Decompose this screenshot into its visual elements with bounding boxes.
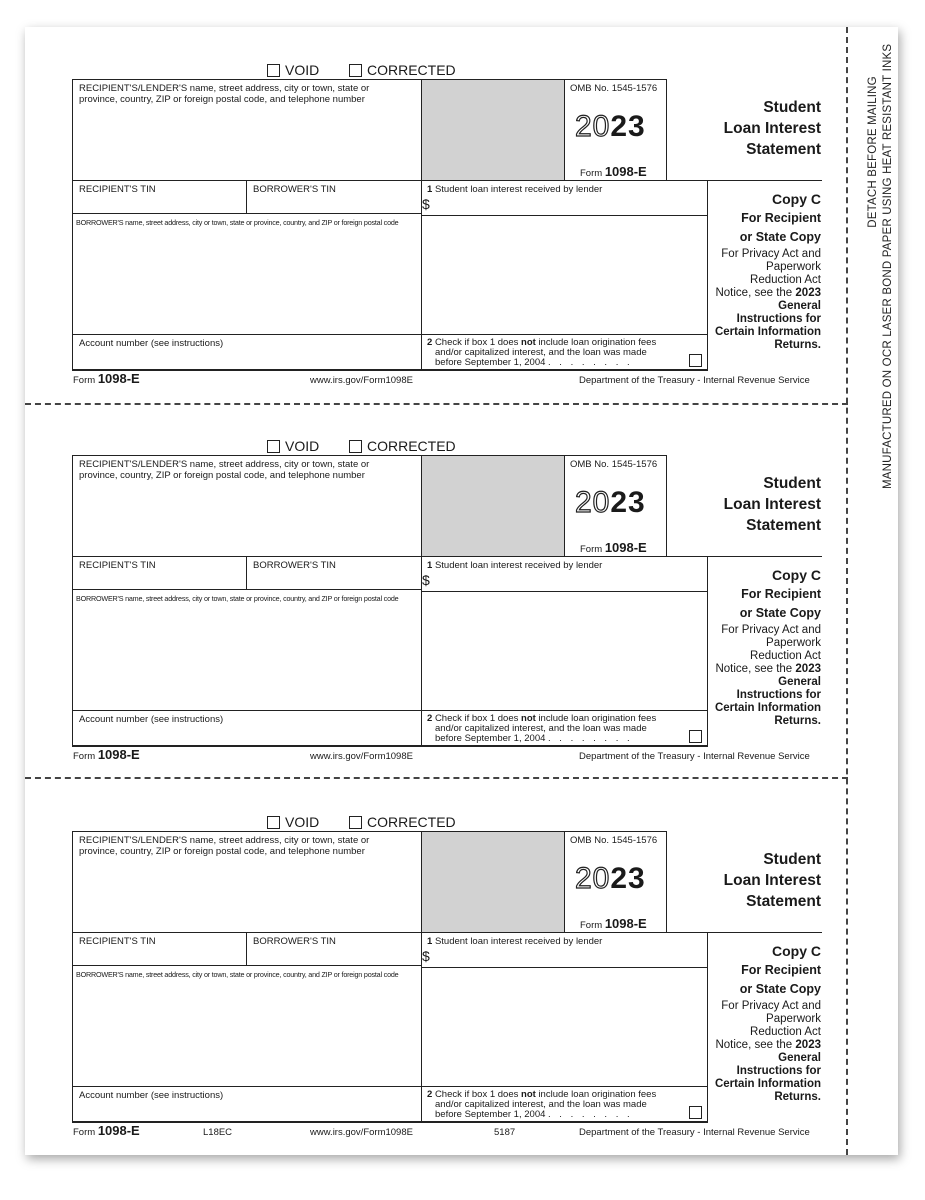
box2-checkbox[interactable]: [689, 1106, 702, 1119]
box2-dots: . . . . . . . .: [548, 733, 633, 744]
privacy-year: 2023: [795, 1039, 821, 1051]
footer-url: www.irs.gov/Form1098E: [310, 375, 413, 386]
recipient-tin-label: RECIPIENT'S TIN: [79, 936, 156, 947]
for-recipient: For Recipient: [741, 963, 821, 977]
footer-form-id: [73, 747, 140, 762]
title-line-3: Statement: [746, 893, 821, 910]
privacy-year: 2023: [795, 287, 821, 299]
for-recipient: For Recipient: [741, 587, 821, 601]
recipient-name-field[interactable]: [74, 483, 418, 553]
recipient-tin-field[interactable]: [74, 195, 244, 211]
form-title: [690, 473, 821, 536]
void-label: VOID: [285, 62, 320, 78]
account-number-field[interactable]: [74, 726, 418, 743]
corrected-option[interactable]: [349, 62, 456, 78]
omb-number: OMB No. 1545-1576: [570, 83, 658, 94]
or-state-copy: or State Copy: [739, 606, 821, 620]
form-copy: [0, 27, 925, 404]
copy-c-heading: Copy C: [772, 943, 821, 959]
footer-form-id: [73, 1123, 140, 1138]
title-line-3: Statement: [746, 517, 821, 534]
year-outline: 20: [575, 110, 611, 143]
box1-text: Student loan interest received by lender: [434, 184, 603, 195]
footer-url: www.irs.gov/Form1098E: [310, 1127, 413, 1138]
recipient-name-field[interactable]: [74, 859, 418, 929]
privacy-line-7: Certain Information: [714, 702, 821, 714]
privacy-year: 2023: [795, 663, 821, 675]
copy-c-heading: Copy C: [772, 191, 821, 207]
borrower-name-label: BORROWER'S name, street address, city or town, state or province, country, and ZIP or foreign postal code: [76, 594, 399, 603]
or-state-copy: or State Copy: [739, 982, 821, 996]
form-title: [690, 97, 821, 160]
privacy-line-3: Reduction Act: [750, 274, 821, 286]
box2-number: 2: [427, 337, 433, 348]
privacy-line-2: Paperwork: [766, 1013, 821, 1025]
account-number-label: Account number (see instructions): [79, 338, 224, 349]
box2-text-2: include loan origination fees: [538, 1089, 657, 1100]
box2-text-3: and/or capitalized interest, and the loan was made: [435, 723, 647, 734]
privacy-line-4: Notice, see the: [715, 1039, 793, 1051]
borrower-name-field[interactable]: [74, 606, 418, 706]
tax-year: [575, 862, 646, 896]
form-id: [580, 540, 647, 555]
void-option[interactable]: [267, 814, 319, 830]
box1-interest-field[interactable]: [434, 948, 704, 965]
form-id: [580, 916, 647, 931]
corrected-label: CORRECTED: [367, 62, 456, 78]
form-word: Form: [580, 168, 603, 179]
box2-dots: . . . . . . . .: [548, 1109, 633, 1120]
privacy-line-5: General: [778, 676, 821, 688]
corrected-checkbox[interactable]: [349, 440, 362, 453]
borrower-tin-field[interactable]: [248, 571, 418, 587]
privacy-line-8: Returns.: [774, 715, 821, 727]
tax-year: [575, 486, 646, 520]
box1-label: [427, 936, 602, 947]
box1-interest-field[interactable]: [434, 196, 704, 213]
account-number-label: Account number (see instructions): [79, 714, 224, 725]
box2-text-3: and/or capitalized interest, and the loan was made: [435, 347, 647, 358]
box2-text-4: before September 1, 2004: [435, 357, 546, 368]
year-outline: 20: [575, 486, 611, 519]
borrower-tin-field[interactable]: [248, 195, 418, 211]
title-line-2: Loan Interest: [723, 120, 821, 137]
privacy-line-6: Instructions for: [736, 689, 821, 701]
account-number-label: Account number (see instructions): [79, 1090, 224, 1101]
footer-form-id: [73, 371, 140, 386]
recipient-tin-field[interactable]: [74, 947, 244, 963]
recipient-tin-label: RECIPIENT'S TIN: [79, 184, 156, 195]
void-label: VOID: [285, 438, 320, 454]
borrower-name-label: BORROWER'S name, street address, city or town, state or province, country, and ZIP or foreign postal code: [76, 970, 399, 979]
shaded-area: [422, 832, 564, 932]
borrower-tin-field[interactable]: [248, 947, 418, 963]
form-code-left: L18EC: [203, 1127, 233, 1138]
box2-text-1: Check if box 1 does: [434, 337, 519, 348]
box1-number: 1: [427, 184, 433, 195]
footer-department: Department of the Treasury - Internal Revenue Service: [579, 751, 810, 762]
recipient-tin-field[interactable]: [74, 571, 244, 587]
omb-number: OMB No. 1545-1576: [570, 835, 658, 846]
borrower-tin-label: BORROWER'S TIN: [253, 560, 336, 571]
void-checkbox[interactable]: [267, 816, 280, 829]
copy-c-heading: Copy C: [772, 567, 821, 583]
corrected-checkbox[interactable]: [349, 64, 362, 77]
box2-text-4: before September 1, 2004: [435, 733, 546, 744]
detach-notice: DETACH BEFORE MAILING: [867, 76, 879, 228]
privacy-line-5: General: [778, 1052, 821, 1064]
borrower-tin-label: BORROWER'S TIN: [253, 936, 336, 947]
form-title: [690, 849, 821, 912]
corrected-option[interactable]: [349, 438, 456, 454]
borrower-name-field[interactable]: [74, 230, 418, 330]
recipient-name-label: RECIPIENT'S/LENDER'S name, street address, city or town, state or province, country, ZIP or foreign postal code, and telephone number: [79, 83, 370, 105]
box1-text: Student loan interest received by lender: [434, 560, 603, 571]
omb-number: OMB No. 1545-1576: [570, 459, 658, 470]
footer-form-word: Form: [73, 375, 96, 386]
title-line-2: Loan Interest: [723, 496, 821, 513]
privacy-line-6: Instructions for: [736, 1065, 821, 1077]
privacy-line-1: For Privacy Act and: [721, 624, 821, 636]
form-word: Form: [580, 544, 603, 555]
box1-text: Student loan interest received by lender: [434, 936, 603, 947]
form-code-mid: 5187: [494, 1127, 516, 1138]
box1-interest-field[interactable]: [434, 572, 704, 589]
recipient-name-label: RECIPIENT'S/LENDER'S name, street address, city or town, state or province, country, ZIP or foreign postal code, and telephone number: [79, 459, 370, 481]
box2-label: [427, 1090, 697, 1120]
privacy-line-8: Returns.: [774, 1091, 821, 1103]
copy-c-block: [709, 566, 821, 728]
box2-checkbox[interactable]: [689, 730, 702, 743]
corrected-label: CORRECTED: [367, 438, 456, 454]
dollar-sign: $: [422, 572, 430, 588]
box1-number: 1: [427, 936, 433, 947]
form-word: Form: [580, 920, 603, 931]
year-bold: 23: [610, 486, 646, 519]
form-number: 1098-E: [604, 164, 647, 179]
for-recipient: For Recipient: [741, 211, 821, 225]
title-line-2: Loan Interest: [723, 872, 821, 889]
borrower-name-field[interactable]: [74, 982, 418, 1082]
box1-number: 1: [427, 560, 433, 571]
account-number-field[interactable]: [74, 1102, 418, 1119]
box2-checkbox[interactable]: [689, 354, 702, 367]
box1-label: [427, 560, 602, 571]
privacy-line-8: Returns.: [774, 339, 821, 351]
footer-department: Department of the Treasury - Internal Revenue Service: [579, 1127, 810, 1138]
form-number: 1098-E: [604, 916, 647, 931]
box2-not: not: [521, 1089, 536, 1100]
form-copy: [0, 779, 925, 1156]
footer-url: www.irs.gov/Form1098E: [310, 751, 413, 762]
copy-c-block: [709, 942, 821, 1104]
borrower-tin-label: BORROWER'S TIN: [253, 184, 336, 195]
void-checkbox[interactable]: [267, 64, 280, 77]
box2-text-4: before September 1, 2004: [435, 1109, 546, 1120]
shaded-area: [422, 456, 564, 556]
form-id: [580, 164, 647, 179]
box1-label: [427, 184, 602, 195]
footer-form-number: 1098-E: [97, 1123, 140, 1138]
privacy-line-1: For Privacy Act and: [721, 1000, 821, 1012]
recipient-tin-label: RECIPIENT'S TIN: [79, 560, 156, 571]
box2-text-2: include loan origination fees: [538, 337, 657, 348]
privacy-line-1: For Privacy Act and: [721, 248, 821, 260]
privacy-line-4: Notice, see the: [715, 287, 793, 299]
void-option[interactable]: [267, 438, 319, 454]
account-number-field[interactable]: [74, 350, 418, 367]
form-number: 1098-E: [604, 540, 647, 555]
copy-c-block: [709, 190, 821, 352]
title-line-1: Student: [763, 99, 821, 116]
dollar-sign: $: [422, 948, 430, 964]
dollar-sign: $: [422, 196, 430, 212]
privacy-line-3: Reduction Act: [750, 1026, 821, 1038]
title-line-1: Student: [763, 475, 821, 492]
box2-label: [427, 338, 697, 368]
title-line-1: Student: [763, 851, 821, 868]
year-bold: 23: [610, 862, 646, 895]
box2-text-2: include loan origination fees: [538, 713, 657, 724]
privacy-line-2: Paperwork: [766, 261, 821, 273]
footer-form-number: 1098-E: [97, 371, 140, 386]
box2-text-3: and/or capitalized interest, and the loan was made: [435, 1099, 647, 1110]
box2-number: 2: [427, 713, 433, 724]
shaded-area: [422, 80, 564, 180]
year-bold: 23: [610, 110, 646, 143]
void-label: VOID: [285, 814, 320, 830]
privacy-line-5: General: [778, 300, 821, 312]
privacy-line-4: Notice, see the: [715, 663, 793, 675]
or-state-copy: or State Copy: [739, 230, 821, 244]
borrower-name-label: BORROWER'S name, street address, city or town, state or province, country, and ZIP or foreign postal code: [76, 218, 399, 227]
tax-year: [575, 110, 646, 144]
void-checkbox[interactable]: [267, 440, 280, 453]
privacy-line-3: Reduction Act: [750, 650, 821, 662]
box2-dots: . . . . . . . .: [548, 357, 633, 368]
box2-text-1: Check if box 1 does: [434, 1089, 519, 1100]
box2-not: not: [521, 337, 536, 348]
title-line-3: Statement: [746, 141, 821, 158]
corrected-label: CORRECTED: [367, 814, 456, 830]
recipient-name-field[interactable]: [74, 107, 418, 177]
box2-not: not: [521, 713, 536, 724]
privacy-line-7: Certain Information: [714, 1078, 821, 1090]
corrected-option[interactable]: [349, 814, 456, 830]
void-option[interactable]: [267, 62, 319, 78]
corrected-checkbox[interactable]: [349, 816, 362, 829]
footer-form-number: 1098-E: [97, 747, 140, 762]
footer-form-word: Form: [73, 1127, 96, 1138]
privacy-line-6: Instructions for: [736, 313, 821, 325]
footer-department: Department of the Treasury - Internal Revenue Service: [579, 375, 810, 386]
privacy-line-7: Certain Information: [714, 326, 821, 338]
privacy-line-2: Paperwork: [766, 637, 821, 649]
year-outline: 20: [575, 862, 611, 895]
box2-number: 2: [427, 1089, 433, 1100]
manufacture-notice: MANUFACTURED ON OCR LASER BOND PAPER USING HEAT RESISTANT INKS: [882, 43, 894, 489]
footer-form-word: Form: [73, 751, 96, 762]
recipient-name-label: RECIPIENT'S/LENDER'S name, street address, city or town, state or province, country, ZIP or foreign postal code, and telephone number: [79, 835, 370, 857]
box2-text-1: Check if box 1 does: [434, 713, 519, 724]
form-copy: [0, 403, 925, 780]
box2-label: [427, 714, 697, 744]
